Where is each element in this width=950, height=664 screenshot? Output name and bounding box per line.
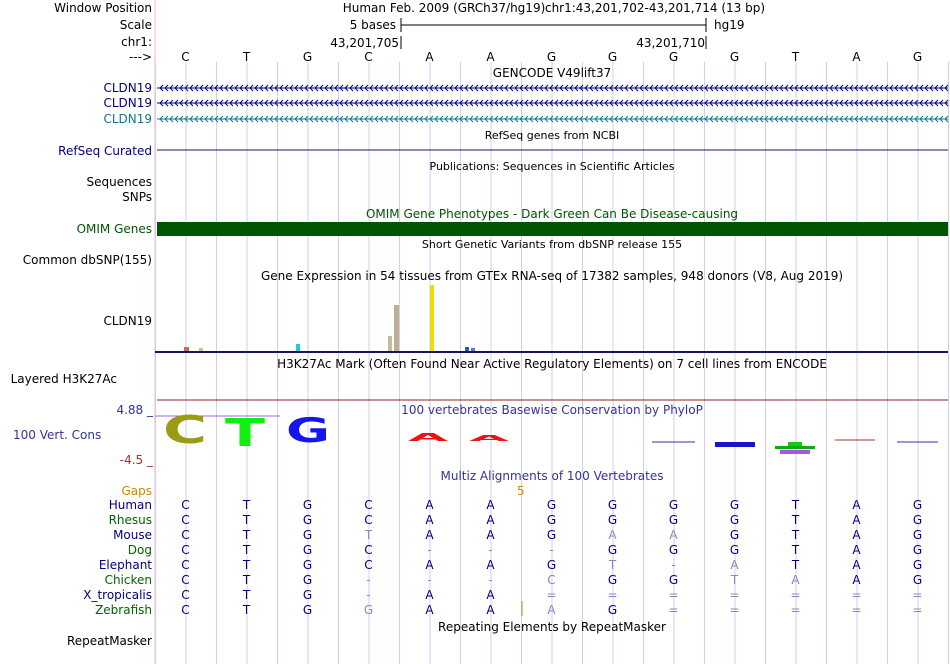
dbsnp-title: Short Genetic Variants from dbSNP release 155 xyxy=(421,238,683,251)
alignment-base: T xyxy=(242,603,251,617)
alignment-base: - xyxy=(549,543,554,557)
alignment-base: A xyxy=(547,603,556,617)
ruler-base: A xyxy=(425,50,434,64)
alignment-base: T xyxy=(242,558,251,572)
alignment-base: G xyxy=(607,603,618,617)
alignment-base: A xyxy=(852,513,861,527)
alignment-base: G xyxy=(546,558,557,572)
alignment-base: A xyxy=(852,558,861,572)
gap-count: 5 xyxy=(517,484,525,498)
phylop-min: -4.5 _ xyxy=(119,453,153,467)
ruler-base: G xyxy=(302,50,313,64)
gtex-tissue-bar[interactable] xyxy=(465,347,469,351)
alignment-base: C xyxy=(364,558,373,572)
alignment-base: T xyxy=(791,543,800,557)
phylop-label[interactable]: 100 Vert. Cons xyxy=(13,428,102,442)
scale-bar xyxy=(401,18,706,32)
omim-label[interactable]: OMIM Genes xyxy=(76,222,152,236)
alignment-base: C xyxy=(181,498,190,512)
alignment-base: = xyxy=(790,588,801,602)
omim-title: OMIM Gene Phenotypes - Dark Green Can Be Disease-causing xyxy=(365,207,739,221)
ruler-base: C xyxy=(181,50,190,64)
alignment-base: G xyxy=(302,498,313,512)
gencode-label-1[interactable]: CLDN19 xyxy=(103,81,152,95)
phylop-title: 100 vertebrates Basewise Conservation by PhyloP xyxy=(401,403,703,417)
alignment-base: T xyxy=(791,558,800,572)
repeatmasker-label[interactable]: RepeatMasker xyxy=(66,634,152,648)
alignment-base: = xyxy=(607,588,618,602)
scale-label: Scale xyxy=(119,18,152,32)
species-label[interactable]: Zebrafish xyxy=(95,603,152,617)
alignment-base: G xyxy=(302,528,313,542)
ruler-base: A xyxy=(852,50,861,64)
alignment-base: A xyxy=(486,498,495,512)
alignment-base: A xyxy=(425,603,434,617)
alignment-base: G xyxy=(729,528,740,542)
species-label[interactable]: Mouse xyxy=(113,528,152,542)
alignment-base: A xyxy=(425,558,434,572)
gencode-transcript-2[interactable] xyxy=(157,100,948,106)
alignment-base: - xyxy=(488,573,493,587)
strand-label: ---> xyxy=(128,50,152,64)
alignment-base: - xyxy=(427,573,432,587)
alignment-base: C xyxy=(364,498,373,512)
alignment-base: C xyxy=(181,528,190,542)
alignment-base: G xyxy=(546,513,557,527)
alignment-base: T xyxy=(242,528,251,542)
alignment-base: = xyxy=(729,603,740,617)
gtex-tissue-bar[interactable] xyxy=(430,285,434,351)
alignment-base: G xyxy=(302,603,313,617)
alignment-base: A xyxy=(791,573,800,587)
h3k27ac-label[interactable]: Layered H3K27Ac xyxy=(10,372,117,386)
alignment-base: = xyxy=(912,603,923,617)
ruler-base: T xyxy=(791,50,800,64)
alignment-base: A xyxy=(608,528,617,542)
alignment-base: T xyxy=(242,498,251,512)
species-label[interactable]: Human xyxy=(108,498,152,512)
alignment-base: A xyxy=(852,498,861,512)
alignment-base: T xyxy=(242,588,251,602)
alignment-base: G xyxy=(546,498,557,512)
alignment-base: = xyxy=(851,603,862,617)
phylop-logo-c: C xyxy=(163,408,207,452)
alignment-base: G xyxy=(912,528,923,542)
alignment-base: A xyxy=(486,558,495,572)
phylop-logo-a1: A xyxy=(408,431,451,444)
position-text: chr1:43,201,702-43,201,714 (13 bp) xyxy=(544,1,766,15)
gtex-tissue-bar[interactable] xyxy=(199,348,203,351)
phylop-logo-t: T xyxy=(225,411,266,455)
species-label[interactable]: X_tropicalis xyxy=(83,588,152,602)
alignment-base: A xyxy=(486,528,495,542)
alignment-base: C xyxy=(181,573,190,587)
publications-label-sequences[interactable]: Sequences xyxy=(86,175,152,189)
alignment-base: C xyxy=(181,603,190,617)
h3k27ac-title: H3K27Ac Mark (Often Found Near Active Regulatory Elements) on 7 cell lines from ENCODE xyxy=(277,357,827,371)
species-label[interactable]: Chicken xyxy=(104,573,152,587)
alignment-base: G xyxy=(729,513,740,527)
phylop-max: 4.88 _ xyxy=(116,403,153,417)
alignment-base: T xyxy=(608,558,617,572)
alignment-base: A xyxy=(486,603,495,617)
alignment-base: A xyxy=(425,528,434,542)
alignment-base: G xyxy=(607,543,618,557)
gtex-tissue-bar[interactable] xyxy=(394,305,399,351)
alignment-base: G xyxy=(912,543,923,557)
alignment-base: C xyxy=(364,543,373,557)
ruler-base: C xyxy=(364,50,373,64)
alignment-base: C xyxy=(181,588,190,602)
window-position-label: Window Position xyxy=(54,1,152,15)
gtex-tissue-bar[interactable] xyxy=(471,348,475,351)
alignment-base: = xyxy=(546,588,557,602)
refseq-title: RefSeq genes from NCBI xyxy=(484,129,620,142)
gtex-tissue-bar[interactable] xyxy=(296,344,300,351)
alignment-base: A xyxy=(852,543,861,557)
alignment-base: G xyxy=(912,513,923,527)
alignment-base: T xyxy=(791,513,800,527)
coord-right: 43,201,710 xyxy=(636,36,705,50)
alignment-base: G xyxy=(729,543,740,557)
gencode-transcript-1[interactable] xyxy=(157,85,948,91)
alignment-base: C xyxy=(364,513,373,527)
alignment-base: A xyxy=(486,588,495,602)
species-label[interactable]: Dog xyxy=(127,543,152,557)
dbsnp-label[interactable]: Common dbSNP(155) xyxy=(22,253,152,267)
alignment-base: T xyxy=(791,498,800,512)
alignment-base: T xyxy=(242,573,251,587)
phylop-logo-a2: A xyxy=(469,434,515,443)
alignment-base: A xyxy=(852,573,861,587)
alignment-base: = xyxy=(729,588,740,602)
alignment-base: - xyxy=(427,543,432,557)
gtex-label[interactable]: CLDN19 xyxy=(103,314,152,328)
alignment-base: = xyxy=(790,603,801,617)
scale-text: 5 bases xyxy=(349,18,396,32)
alignment-base: C xyxy=(181,558,190,572)
alignment-base: G xyxy=(302,543,313,557)
refseq-label[interactable]: RefSeq Curated xyxy=(58,144,152,158)
alignment-base: G xyxy=(729,498,740,512)
scale-db: hg19 xyxy=(714,18,745,32)
alignment-base: G xyxy=(912,573,923,587)
alignment-base: G xyxy=(302,513,313,527)
alignment-base: G xyxy=(302,558,313,572)
alignment-base: - xyxy=(488,543,493,557)
alignment-base: A xyxy=(425,588,434,602)
gencode-transcript-3[interactable] xyxy=(157,116,948,122)
phylop-logo-g: G xyxy=(286,411,330,451)
gtex-expression-bars[interactable] xyxy=(184,285,475,351)
ruler-base: G xyxy=(546,50,557,64)
alignment-base: G xyxy=(668,573,679,587)
alignment-base: G xyxy=(363,603,374,617)
gencode-label-2[interactable]: CLDN19 xyxy=(103,96,152,110)
ruler-base: G xyxy=(729,50,740,64)
alignment-base: C xyxy=(181,543,190,557)
gencode-title: GENCODE V49lift37 xyxy=(492,66,612,80)
alignment-base: = xyxy=(668,603,679,617)
ruler-base: G xyxy=(912,50,923,64)
alignment-base: G xyxy=(668,513,679,527)
ruler-base: A xyxy=(486,50,495,64)
publications-label-snps[interactable]: SNPs xyxy=(122,190,152,204)
alignment-base: C xyxy=(547,573,556,587)
alignment-base: G xyxy=(668,498,679,512)
alignment-base: G xyxy=(668,543,679,557)
species-label[interactable]: Rhesus xyxy=(108,513,152,527)
alignment-base: G xyxy=(912,498,923,512)
multiz-title: Multiz Alignments of 100 Vertebrates xyxy=(440,469,664,483)
alignment-base: G xyxy=(302,588,313,602)
publications-title: Publications: Sequences in Scientific Articles xyxy=(429,160,675,173)
alignment-base: T xyxy=(364,528,373,542)
alignment-base: G xyxy=(912,558,923,572)
alignment-base: - xyxy=(366,588,371,602)
gaps-label: Gaps xyxy=(121,484,152,498)
alignment-base: T xyxy=(791,528,800,542)
alignment-base: T xyxy=(242,543,251,557)
ruler-base: G xyxy=(607,50,618,64)
assembly-text: Human Feb. 2009 (GRCh37/hg19) xyxy=(342,1,546,15)
gencode-gene-lines[interactable] xyxy=(157,85,948,122)
alignment-base: = xyxy=(912,588,923,602)
coord-left: 43,201,705 xyxy=(330,36,399,50)
ruler-base: G xyxy=(668,50,679,64)
alignment-base: A xyxy=(425,513,434,527)
ruler-base: T xyxy=(242,50,251,64)
alignment-base: A xyxy=(852,528,861,542)
alignment-base: G xyxy=(302,573,313,587)
alignment-base: A xyxy=(425,498,434,512)
alignment-base: G xyxy=(607,513,618,527)
alignment-base: - xyxy=(671,558,676,572)
alignment-base: = xyxy=(668,588,679,602)
alignment-base: A xyxy=(730,558,739,572)
alignment-base: G xyxy=(607,573,618,587)
species-label[interactable]: Elephant xyxy=(98,558,152,572)
gtex-tissue-bar[interactable] xyxy=(184,347,189,351)
alignment-base: = xyxy=(851,588,862,602)
alignment-base: T xyxy=(730,573,739,587)
chrom-label: chr1: xyxy=(121,35,152,49)
omim-phenotype-bar[interactable] xyxy=(157,222,948,236)
alignment-base: A xyxy=(669,528,678,542)
alignment-base: A xyxy=(486,513,495,527)
repeatmasker-title: Repeating Elements by RepeatMasker xyxy=(438,620,666,634)
alignment-base: - xyxy=(366,573,371,587)
alignment-base: G xyxy=(607,498,618,512)
gtex-tissue-bar[interactable] xyxy=(388,336,392,351)
alignment-base: T xyxy=(242,513,251,527)
gtex-title: Gene Expression in 54 tissues from GTEx RNA-seq of 17382 samples, 948 donors (V8, Aug 2019) xyxy=(260,269,844,283)
alignment-base: C xyxy=(181,513,190,527)
gencode-label-3[interactable]: CLDN19 xyxy=(103,112,152,126)
alignment-base: G xyxy=(546,528,557,542)
